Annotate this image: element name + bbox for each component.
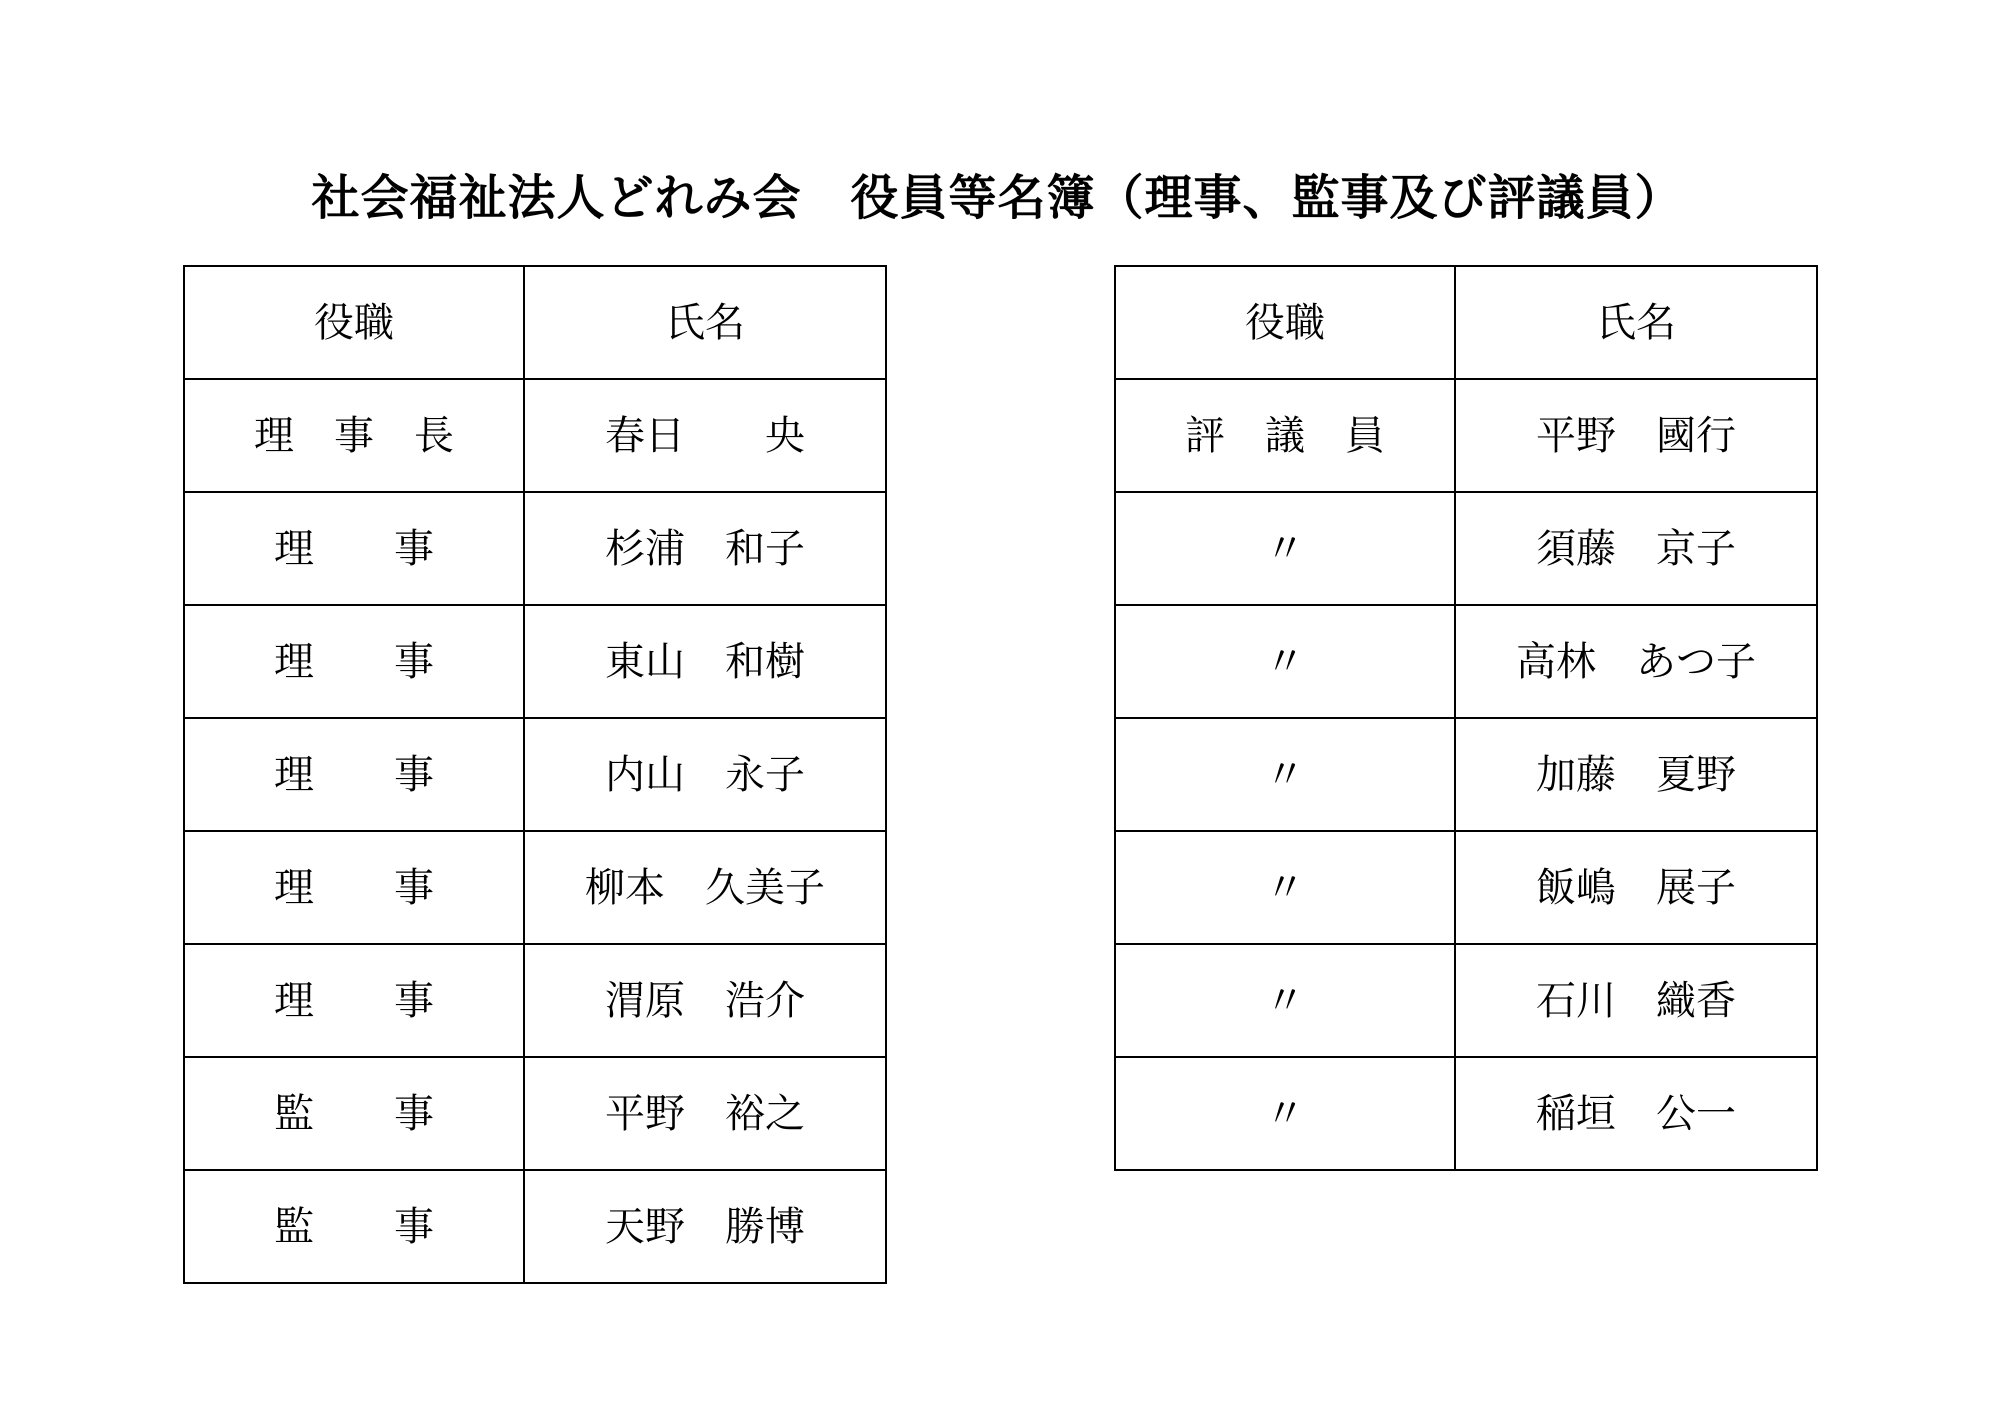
role-cell: 理 事 <box>184 718 524 831</box>
role-cell: 理 事 <box>184 944 524 1057</box>
name-cell: 須藤 京子 <box>1455 492 1817 605</box>
role-cell: 監 事 <box>184 1170 524 1283</box>
name-cell: 平野 國行 <box>1455 379 1817 492</box>
name-cell: 飯嶋 展子 <box>1455 831 1817 944</box>
name-cell: 東山 和樹 <box>524 605 886 718</box>
role-cell: 理 事 長 <box>184 379 524 492</box>
table-row <box>1115 605 1817 718</box>
table-row <box>184 492 886 605</box>
role-cell: 理 事 <box>184 605 524 718</box>
table-row <box>184 1170 886 1283</box>
officers-table <box>183 265 887 1284</box>
table-row <box>1115 831 1817 944</box>
role-cell: 〃 <box>1115 1057 1455 1170</box>
table-row <box>1115 1057 1817 1170</box>
name-cell: 渭原 浩介 <box>524 944 886 1057</box>
table-row <box>1115 944 1817 1057</box>
header-name: 氏名 <box>1455 266 1817 379</box>
role-cell: 〃 <box>1115 831 1455 944</box>
table-row <box>1115 379 1817 492</box>
role-cell: 評 議 員 <box>1115 379 1455 492</box>
name-cell: 内山 永子 <box>524 718 886 831</box>
name-cell: 平野 裕之 <box>524 1057 886 1170</box>
role-cell: 〃 <box>1115 944 1455 1057</box>
role-cell: 理 事 <box>184 492 524 605</box>
header-role: 役職 <box>1115 266 1455 379</box>
name-cell: 高林 あつ子 <box>1455 605 1817 718</box>
table-row <box>184 605 886 718</box>
name-cell: 柳本 久美子 <box>524 831 886 944</box>
table-row <box>184 379 886 492</box>
name-cell: 春日 央 <box>524 379 886 492</box>
name-cell: 杉浦 和子 <box>524 492 886 605</box>
header-name: 氏名 <box>524 266 886 379</box>
table-row <box>1115 718 1817 831</box>
table-row <box>184 944 886 1057</box>
role-cell: 理 事 <box>184 831 524 944</box>
role-cell: 〃 <box>1115 492 1455 605</box>
table-header-row <box>184 266 886 379</box>
name-cell: 加藤 夏野 <box>1455 718 1817 831</box>
table-row <box>184 831 886 944</box>
name-cell: 石川 織香 <box>1455 944 1817 1057</box>
page-title: 社会福祉法人どれみ会 役員等名簿（理事、監事及び評議員） <box>311 170 1684 226</box>
table-row <box>184 718 886 831</box>
role-cell: 〃 <box>1115 718 1455 831</box>
header-role: 役職 <box>184 266 524 379</box>
table-row <box>1115 492 1817 605</box>
role-cell: 〃 <box>1115 605 1455 718</box>
role-cell: 監 事 <box>184 1057 524 1170</box>
name-cell: 稲垣 公一 <box>1455 1057 1817 1170</box>
table-header-row <box>1115 266 1817 379</box>
councilors-table <box>1114 265 1818 1171</box>
name-cell: 天野 勝博 <box>524 1170 886 1283</box>
table-row <box>184 1057 886 1170</box>
